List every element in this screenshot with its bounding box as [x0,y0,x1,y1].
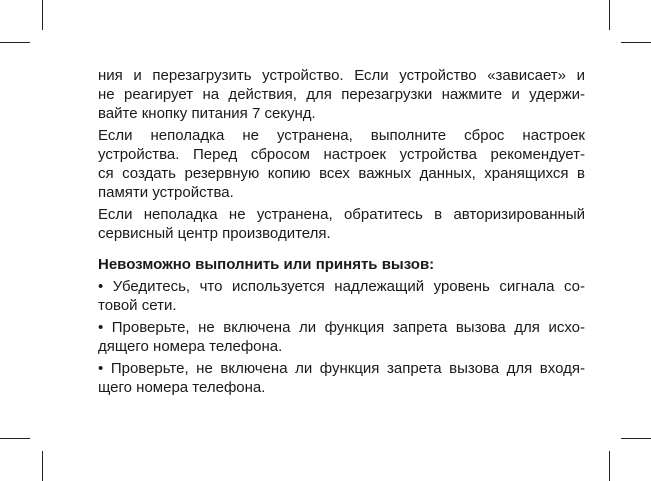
crop-mark [621,42,651,43]
text-line: вайте кнопку питания 7 секунд. [98,105,316,122]
text-line: щего номера телефона. [98,379,266,396]
bullet-item [98,318,585,356]
text-line: • Проверьте, не включена ли функция запрета вызова для исхо- [98,319,585,336]
text-line: • Убедитесь, что используется надлежащий уровень сигнала со- [98,278,585,295]
text-line: • Проверьте, не включена ли функция запрета вызова для входя- [98,360,585,377]
crop-mark [42,451,43,481]
bullet-item [98,277,585,315]
text-line: Если неполадка не устранена, выполните сброс настроек [98,127,585,144]
text-line: не реагирует на действия, для перезагрузки нажмите и удержи- [98,86,585,103]
paragraph [98,126,585,202]
crop-mark [0,42,30,43]
bullet-item [98,359,585,397]
section-heading: Невозможно выполнить или принять вызов: [98,256,435,273]
text-line: дящего номера телефона. [98,338,283,355]
crop-mark [0,438,30,439]
text-line: Если неполадка не устранена, обратитесь в авторизированный [98,206,585,223]
paragraph [98,66,585,123]
text-line: устройства. Перед сбросом настроек устройства рекомендует- [98,146,585,163]
crop-mark [609,0,610,30]
text-line: сервисный центр производителя. [98,225,331,242]
text-line: ния и перезагрузить устройство. Если устройство «зависает» и [98,67,585,84]
crop-mark [621,438,651,439]
text-line: ся создать резервную копию всех важных данных, хранящихся в [98,165,585,182]
text-line: товой сети. [98,297,177,314]
crop-mark [609,451,610,481]
text-line: памяти устройства. [98,184,234,201]
document-body [98,66,585,400]
crop-mark [42,0,43,30]
paragraph [98,205,585,243]
